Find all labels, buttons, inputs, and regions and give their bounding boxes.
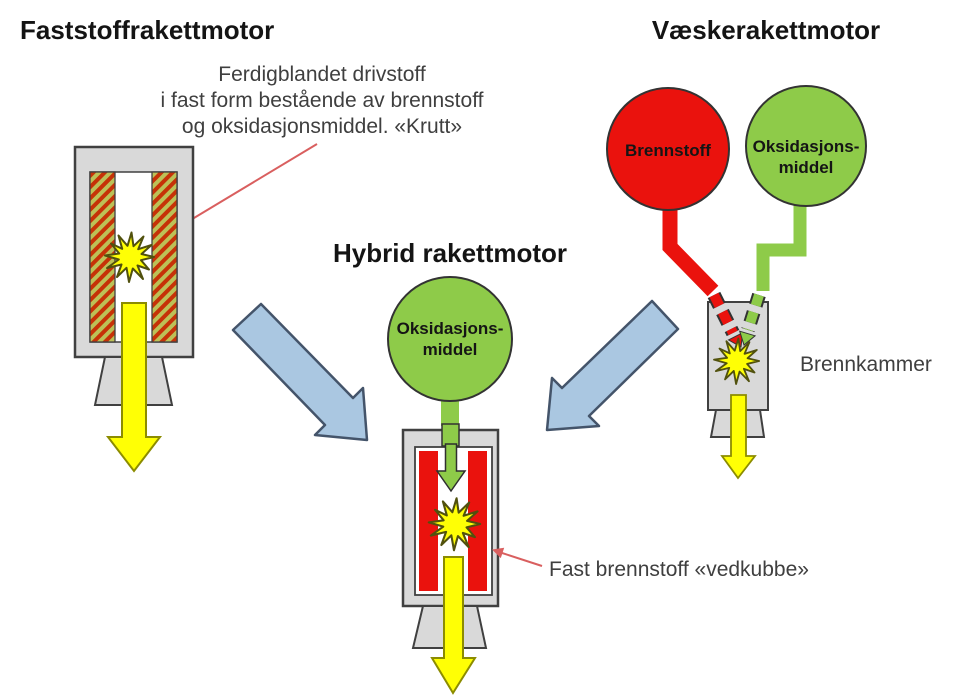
- oxidizer-tank-label-line1: Oksidasjons-: [752, 137, 860, 156]
- right-transform-arrow-icon: [547, 301, 678, 430]
- annotation-line-2: i fast form bestående av brennstoff: [160, 89, 484, 112]
- fuel-pipe: [670, 200, 713, 291]
- solid-propellant-grain-right: [152, 172, 177, 342]
- solid-motor-annotation: [161, 63, 484, 233]
- solid-rocket-motor: [75, 147, 193, 471]
- hybrid-fuel-annotation: Fast brennstoff «vedkubbe»: [549, 558, 809, 581]
- solid-motor-title: Faststoffrakettmotor: [20, 15, 275, 45]
- annotation-line-3: og oksidasjonsmiddel. «Krutt»: [181, 115, 463, 138]
- oxidizer-valve: [442, 424, 459, 446]
- annotation-pointer-line: [179, 144, 317, 227]
- oxidizer-tank-label-line1: Oksidasjons-: [396, 319, 504, 338]
- oxidizer-tank-label-line2: middel: [422, 340, 478, 359]
- left-transform-arrow-icon: [233, 304, 367, 440]
- hybrid-annotation-pointer-line: [499, 552, 542, 566]
- combustion-chamber-label: Brennkammer: [800, 353, 932, 376]
- fuel-tank-label: Brennstoff: [625, 141, 711, 160]
- hybrid-motor-title: Hybrid rakettmotor: [332, 238, 568, 268]
- liquid-motor-title: Væskerakettmotor: [651, 15, 881, 45]
- annotation-line-1: Ferdigblandet drivstoff: [218, 63, 426, 86]
- liquid-rocket-motor: [607, 86, 932, 478]
- oxidizer-tank: [388, 277, 512, 401]
- oxidizer-pipe: [763, 200, 800, 291]
- oxidizer-tank-label-line2: middel: [778, 158, 834, 177]
